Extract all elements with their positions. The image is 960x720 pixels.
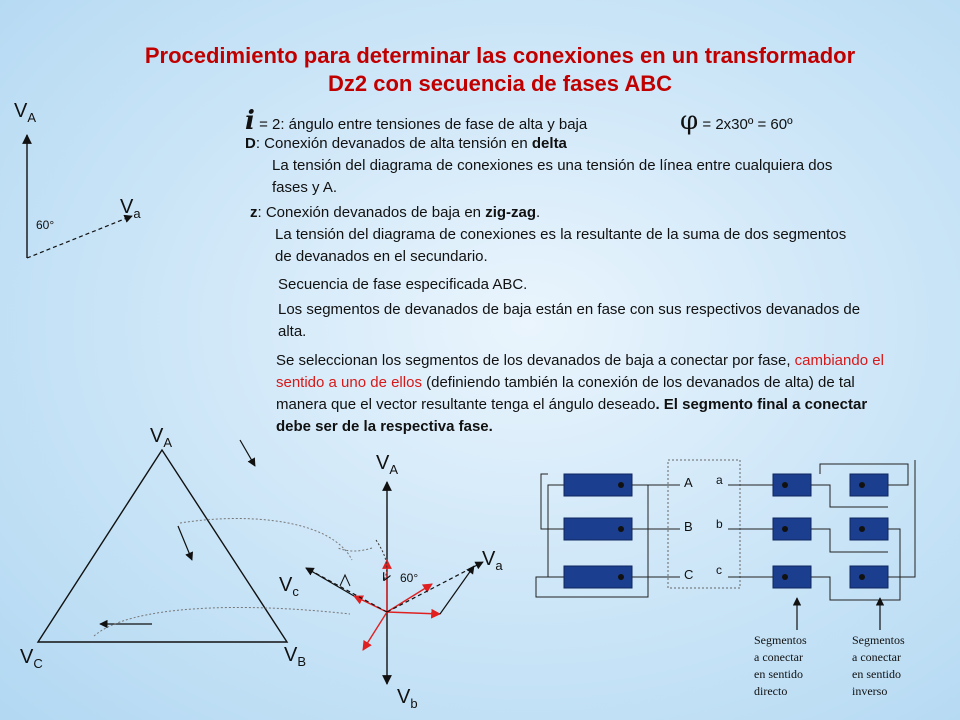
lv-label-c: c — [716, 563, 722, 577]
connection-diagram — [536, 460, 915, 630]
title-line-1: Procedimiento para determinar las conexiones en un transformador — [144, 43, 856, 68]
i-text: = 2: ángulo entre tensiones de fase de alta y baja — [259, 116, 588, 133]
label-Va-top: $V_a$ — [120, 196, 141, 221]
zigzag-desc-bold: zig-zag — [485, 204, 537, 221]
phi-symbol: φ — [680, 106, 699, 136]
delta-desc-pre: : Conexión devanados de alta tensión en — [255, 135, 532, 152]
lv-label-a: a — [716, 473, 723, 487]
label-VB-triangle: $V_B$ — [284, 644, 307, 669]
lv-label-b: b — [716, 517, 723, 531]
i-symbol: i — [245, 106, 255, 136]
delta-key: D — [245, 135, 256, 152]
hv-label-C: C — [684, 567, 694, 582]
zigzag-desc-post: . — [536, 204, 541, 221]
selection-red: cambiando el sentido a uno de ellos — [276, 352, 884, 391]
selection-bold: El segmento final a conectar debe ser de la respectiva fase. — [276, 396, 868, 435]
note-inverse: Segmentos a conectar en sentido inverso — [852, 633, 905, 698]
zigzag-desc-pre: : Conexión devanados de baja en — [257, 204, 486, 221]
selection-mid: (definiendo también la conexión de los devanados de alta) de tal manera que el vector resultante tenga el ángulo deseado — [276, 374, 855, 413]
note-direct: Segmentos a conectar en sentido directo — [754, 633, 807, 698]
label-VA-zigzag: $V_A$ — [376, 452, 399, 477]
label-VA-triangle: $V_A$ — [150, 425, 173, 450]
label-VA-top: $V_A$ — [14, 100, 37, 125]
zigzag-detail: La tensión del diagrama de conexiones es la resultante de la suma de dos segmentos de devanados en el secundario. — [275, 226, 847, 265]
hv-label-A: A — [684, 475, 693, 490]
top-left-phasor — [27, 135, 132, 258]
delta-triangle — [38, 440, 352, 642]
zigzag-key: z — [250, 204, 258, 221]
label-Vb-zigzag: $V_b$ — [397, 686, 418, 711]
hv-label-B: B — [684, 519, 693, 534]
angle-label-zigzag: 60° — [400, 571, 419, 585]
zigzag-phasor — [306, 482, 483, 684]
angle-label-top: 60° — [36, 218, 55, 232]
label-VC-triangle: $V_C$ — [20, 646, 43, 671]
segments-text: Los segmentos de devanados de baja están en fase con sus respectivos devanados de alta. — [278, 301, 861, 340]
delta-desc-bold: delta — [531, 135, 567, 152]
phase-sequence-text: Secuencia de fase especificada ABC. — [278, 276, 528, 293]
label-Va-zigzag: $V_a$ — [482, 548, 503, 573]
selection-dot: . — [655, 396, 660, 413]
phi-text: = 2x30º = 60º — [702, 116, 793, 133]
title-line-2: Dz2 con secuencia de fases ABC — [328, 71, 672, 96]
selection-pre: Se seleccionan los segmentos de los devanados de baja a conectar por fase, — [276, 352, 795, 369]
label-Vc-zigzag: $V_c$ — [279, 574, 299, 599]
delta-detail: La tensión del diagrama de conexiones es una tensión de línea entre cualquiera dos fases y A. — [272, 157, 833, 196]
